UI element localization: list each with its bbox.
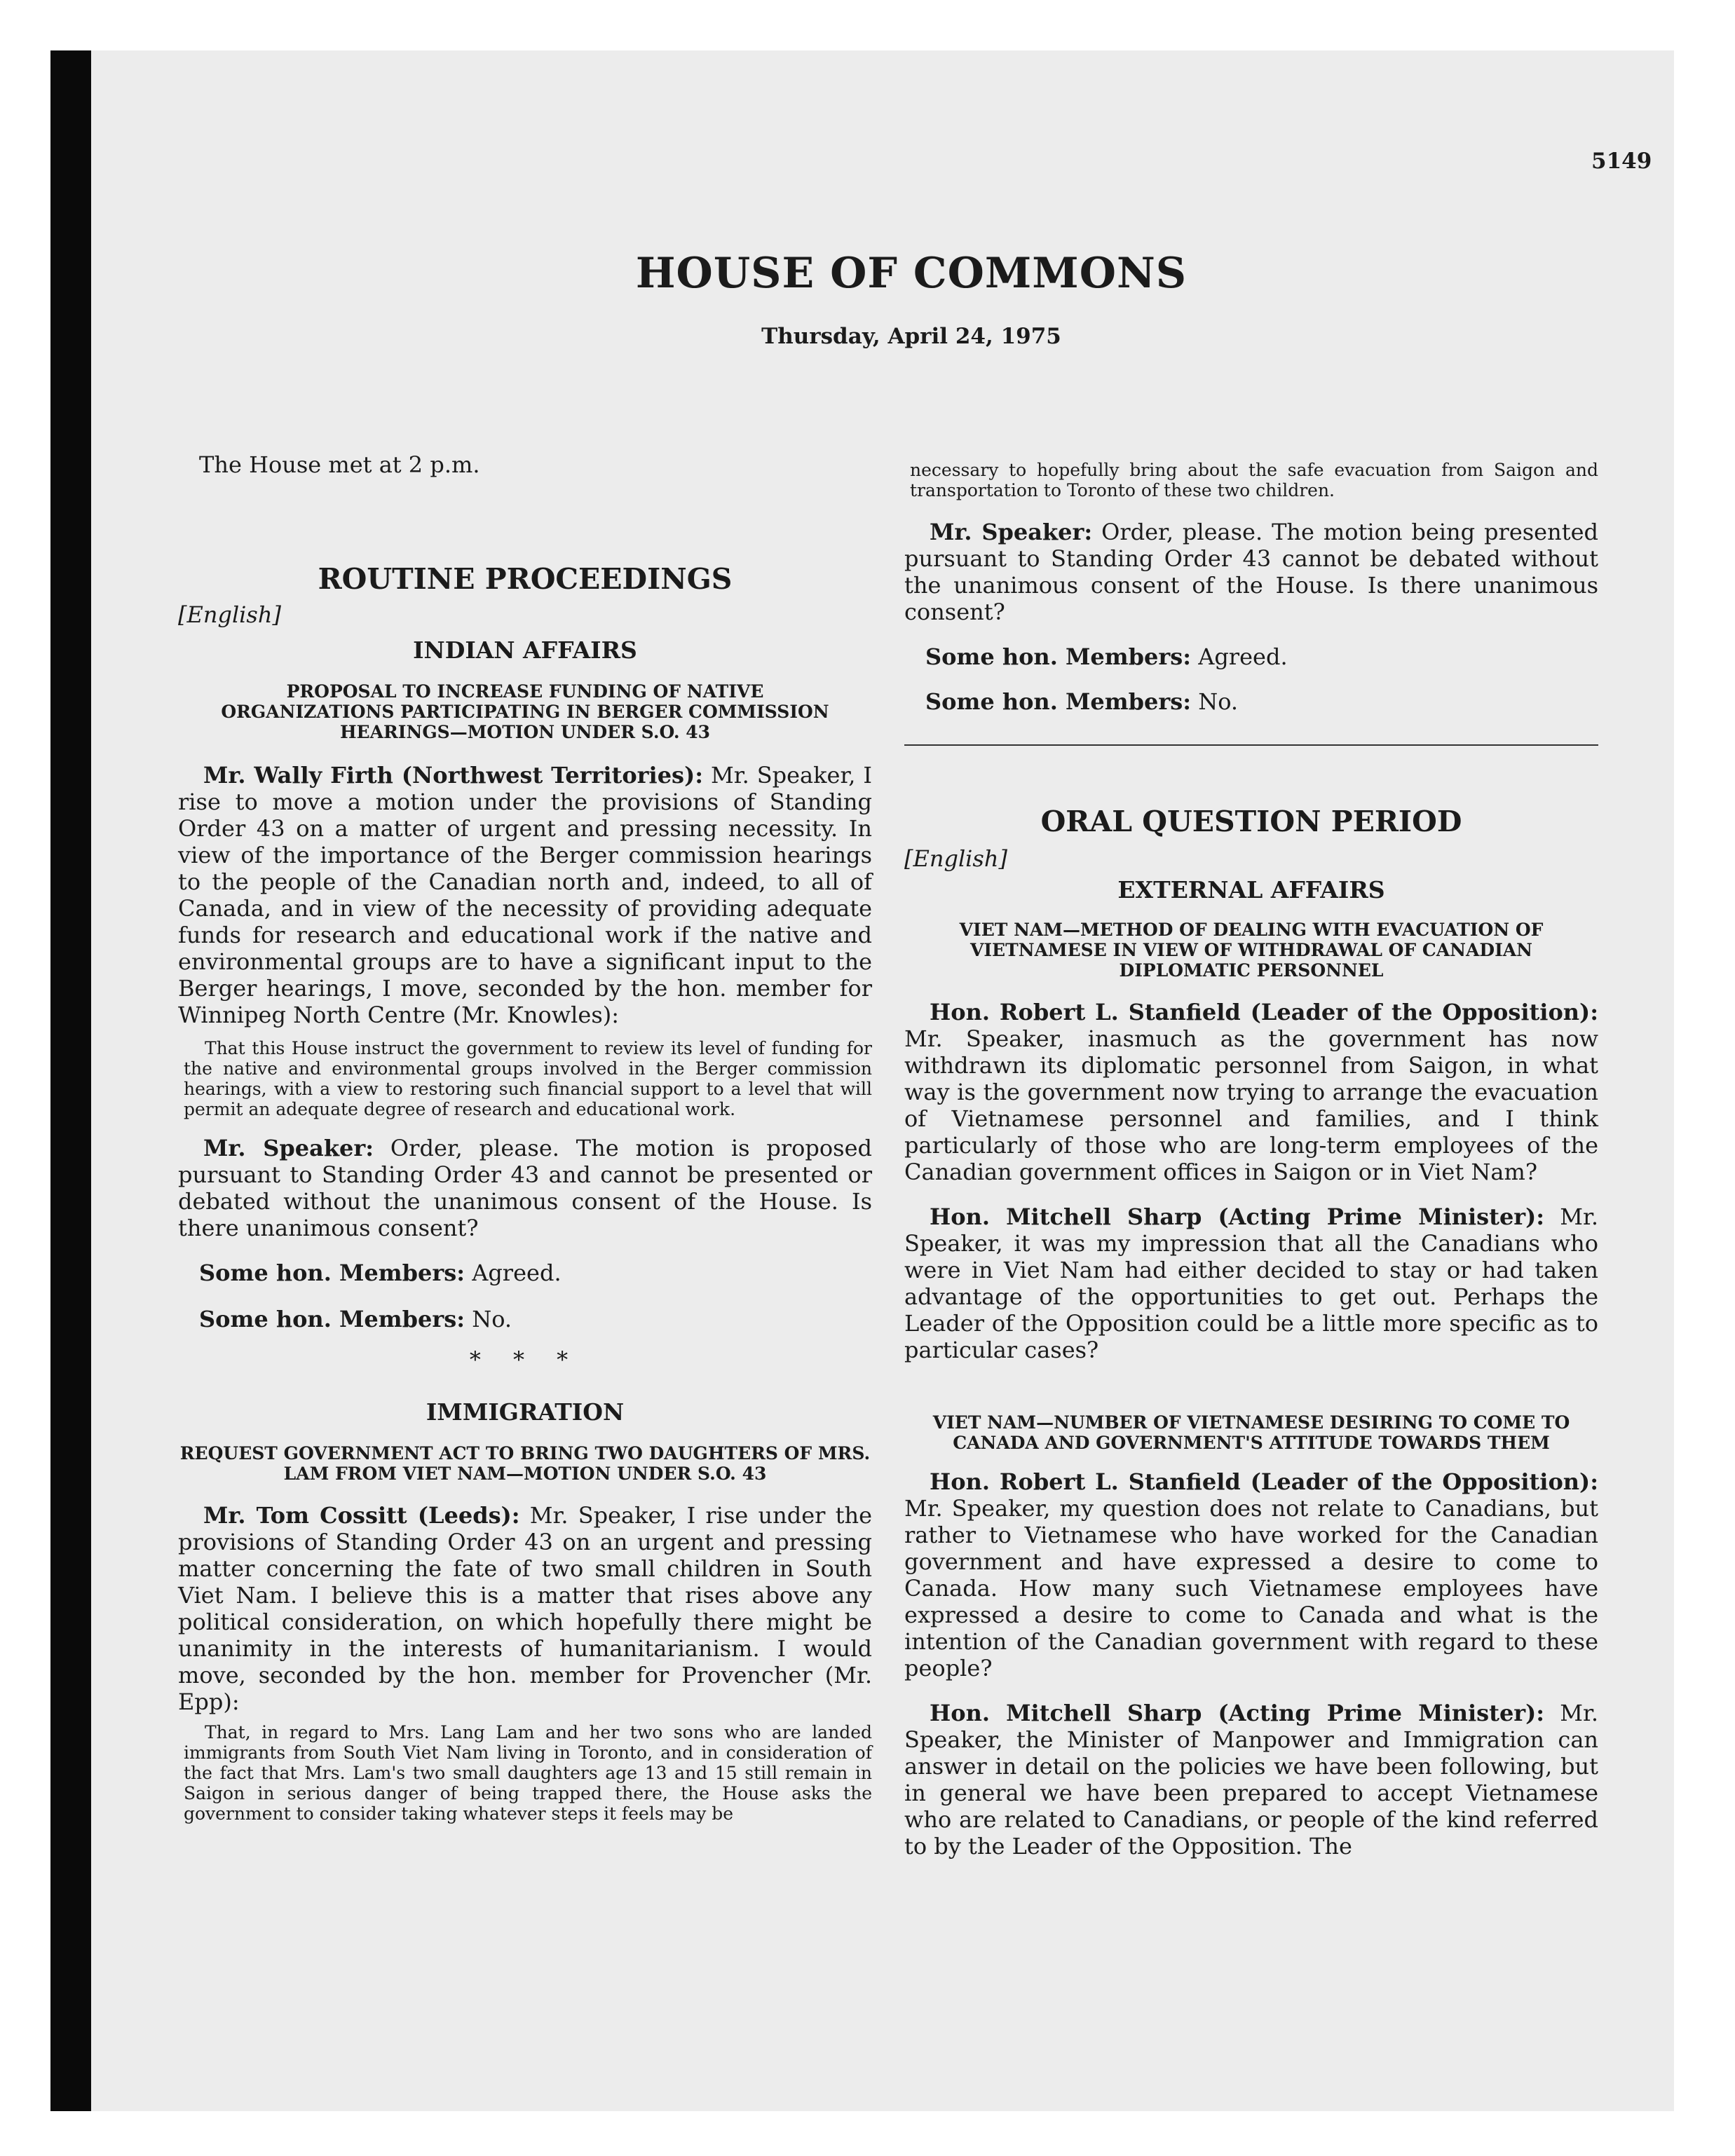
speaker-name: Mr. Speaker: xyxy=(930,519,1093,545)
speaker-name: Some hon. Members: xyxy=(199,1306,465,1332)
scan-edge-bar xyxy=(50,50,91,2111)
speech-text: Order, please. The motion being presented pursuant to Standing Order 43 cannot be debated without the unanimous consent of the House. Is there unanimous consent? xyxy=(904,519,1599,625)
speech-text: Mr. Speaker, I rise to move a motion under the provisions of Standing Order 43 on a matter of urgent and pressing necessity. In view of the importance of the Berger commission hearings to the people of the Canadian north and, indeed, to all of Canada, and in view of the necessity of providing adequate funds for research and educational work if the native and environmental groups are to have a significant input to the Berger hearings, I move, seconded by the hon. member for Winnipeg North Centre (Mr. Knowles): xyxy=(178,762,873,1028)
subsection-title-external-affairs: EXTERNAL AFFAIRS xyxy=(1117,876,1385,903)
speech-stanfield xyxy=(904,999,1598,1185)
motion-quote-continued: necessary to hopefully bring about the safe evacuation from Saigon and transportation to Toronto of these two children. xyxy=(910,460,1598,500)
language-marker: [English] xyxy=(904,845,1007,872)
question-title: VIET NAM—NUMBER OF VIETNAMESE DESIRING TO COME TO CANADA AND GOVERNMENT'S ATTITUDE TOWARDS THEM xyxy=(932,1412,1570,1453)
speech-text: Order, please. The motion is proposed pursuant to Standing Order 43 and cannot be presented or debated without the unanimous consent of the House. Is there unanimous consent? xyxy=(178,1135,873,1241)
right-column xyxy=(904,460,1598,1860)
speech-text: Mr. Speaker, inasmuch as the government has now withdrawn its diplomatic personnel from Saigon, in what way is the government now trying to arrange the evacuation of Vietnamese personnel and families, and I think particularly of those who are long-term employees of the Canadian government offices in Saigon or in Viet Nam? xyxy=(904,1025,1598,1185)
subsection-title-immigration: IMMIGRATION xyxy=(426,1398,625,1426)
speaker-name: Hon. Robert L. Stanfield (Leader of the Opposition): xyxy=(930,1468,1598,1495)
speech-firth xyxy=(178,762,872,1028)
speech-speaker xyxy=(904,519,1598,625)
speech-speaker xyxy=(178,1135,872,1241)
speech-text: Mr. Speaker, my question does not relate to Canadians, but rather to Vietnamese who have worked for the Canadian government and have expressed a desire to come to Canada. How many such Vietnamese employees have expressed a desire to come to Canada and what is the intention of the Canadian government with regard to these people? xyxy=(904,1495,1598,1681)
speaker-name: Some hon. Members: xyxy=(199,1260,465,1286)
speech-cossitt xyxy=(178,1502,872,1715)
speech-members-agreed xyxy=(904,643,1598,670)
section-divider xyxy=(904,744,1598,746)
speaker-name: Hon. Mitchell Sharp (Acting Prime Minister): xyxy=(930,1700,1545,1726)
speaker-name: Hon. Mitchell Sharp (Acting Prime Minister): xyxy=(930,1203,1545,1230)
meeting-time: The House met at 2 p.m. xyxy=(199,451,480,478)
speech-sharp xyxy=(904,1700,1598,1860)
motion-quote: That this House instruct the government to review its level of funding for the native and environmental groups involved in the Berger commission hearings, with a view to restoring such financial support to a level that will permit an adequate degree of research and educational work. xyxy=(184,1038,872,1119)
speaker-name: Mr. Wally Firth (Northwest Territories): xyxy=(203,762,704,789)
subsection-title-indian-affairs: INDIAN AFFAIRS xyxy=(413,636,637,664)
left-column xyxy=(178,449,872,1824)
speaker-name: Mr. Speaker: xyxy=(203,1135,374,1161)
motion-quote: That, in regard to Mrs. Lang Lam and her two sons who are landed immigrants from South Viet Nam living in Toronto, and in consideration of the fact that Mrs. Lam's two small daughters age 13 and 15 still remain in Saigon in serious danger of being trapped there, the House asks the government to consider taking whatever steps it feels may be xyxy=(184,1722,872,1824)
speech-text: No. xyxy=(1198,688,1239,715)
motion-title: REQUEST GOVERNMENT ACT TO BRING TWO DAUGHTERS OF MRS. LAM FROM VIET NAM—MOTION UNDER S.O. 43 xyxy=(179,1443,871,1484)
speech-members-agreed xyxy=(178,1260,872,1286)
speech-text: Mr. Speaker, it was my impression that all the Canadians who were in Viet Nam had either decided to stay or had taken advantage of the opportunities to get out. Perhaps the Leader of the Opposition could be a little more specific as to particular cases? xyxy=(904,1203,1598,1363)
page-title: HOUSE OF COMMONS xyxy=(635,249,1188,298)
page-number: 5149 xyxy=(1591,149,1652,174)
speech-text: Agreed. xyxy=(472,1260,562,1286)
speaker-name: Hon. Robert L. Stanfield (Leader of the Opposition): xyxy=(930,999,1598,1025)
question-title: VIET NAM—METHOD OF DEALING WITH EVACUATION OF VIETNAMESE IN VIEW OF WITHDRAWAL OF CANADIAN DIPLOMATIC PERSONNEL xyxy=(959,920,1544,981)
section-separator: * * * xyxy=(469,1346,581,1373)
section-title-routine: ROUTINE PROCEEDINGS xyxy=(318,562,733,596)
speech-sharp xyxy=(904,1203,1598,1363)
speech-text: Mr. Speaker, I rise under the provisions of Standing Order 43 on an urgent and pressing matter concerning the fate of two small children in South Viet Nam. I believe this is a matter that rises above any political consideration, on which hopefully there might be unanimity in the interests of humanitarianism. I would move, seconded by the hon. member for Provencher (Mr. Epp): xyxy=(178,1502,873,1715)
speech-members-no xyxy=(178,1306,872,1332)
speech-stanfield xyxy=(904,1468,1598,1681)
language-marker: [English] xyxy=(178,601,281,628)
scan-margin xyxy=(0,0,50,2156)
speaker-name: Some hon. Members: xyxy=(925,643,1192,670)
speech-members-no xyxy=(904,688,1598,715)
speaker-name: Mr. Tom Cossitt (Leeds): xyxy=(203,1502,520,1529)
motion-title: PROPOSAL TO INCREASE FUNDING OF NATIVE ORGANIZATIONS PARTICIPATING IN BERGER COMMISSION HEARINGS—MOTION UNDER S.O. 43 xyxy=(221,681,829,742)
speaker-name: Some hon. Members: xyxy=(925,688,1192,715)
speech-text: Agreed. xyxy=(1198,643,1288,670)
speech-text: Mr. Speaker, the Minister of Manpower and Immigration can answer in detail on the policies we have been following, but in general we have been prepared to accept Vietnamese who are related to Canadians, or people of the kind referred to by the Leader of the Opposition. The xyxy=(904,1700,1598,1860)
sitting-date: Thursday, April 24, 1975 xyxy=(761,324,1061,349)
speech-text: No. xyxy=(472,1306,512,1332)
section-title-oral-questions: ORAL QUESTION PERIOD xyxy=(1040,805,1462,838)
